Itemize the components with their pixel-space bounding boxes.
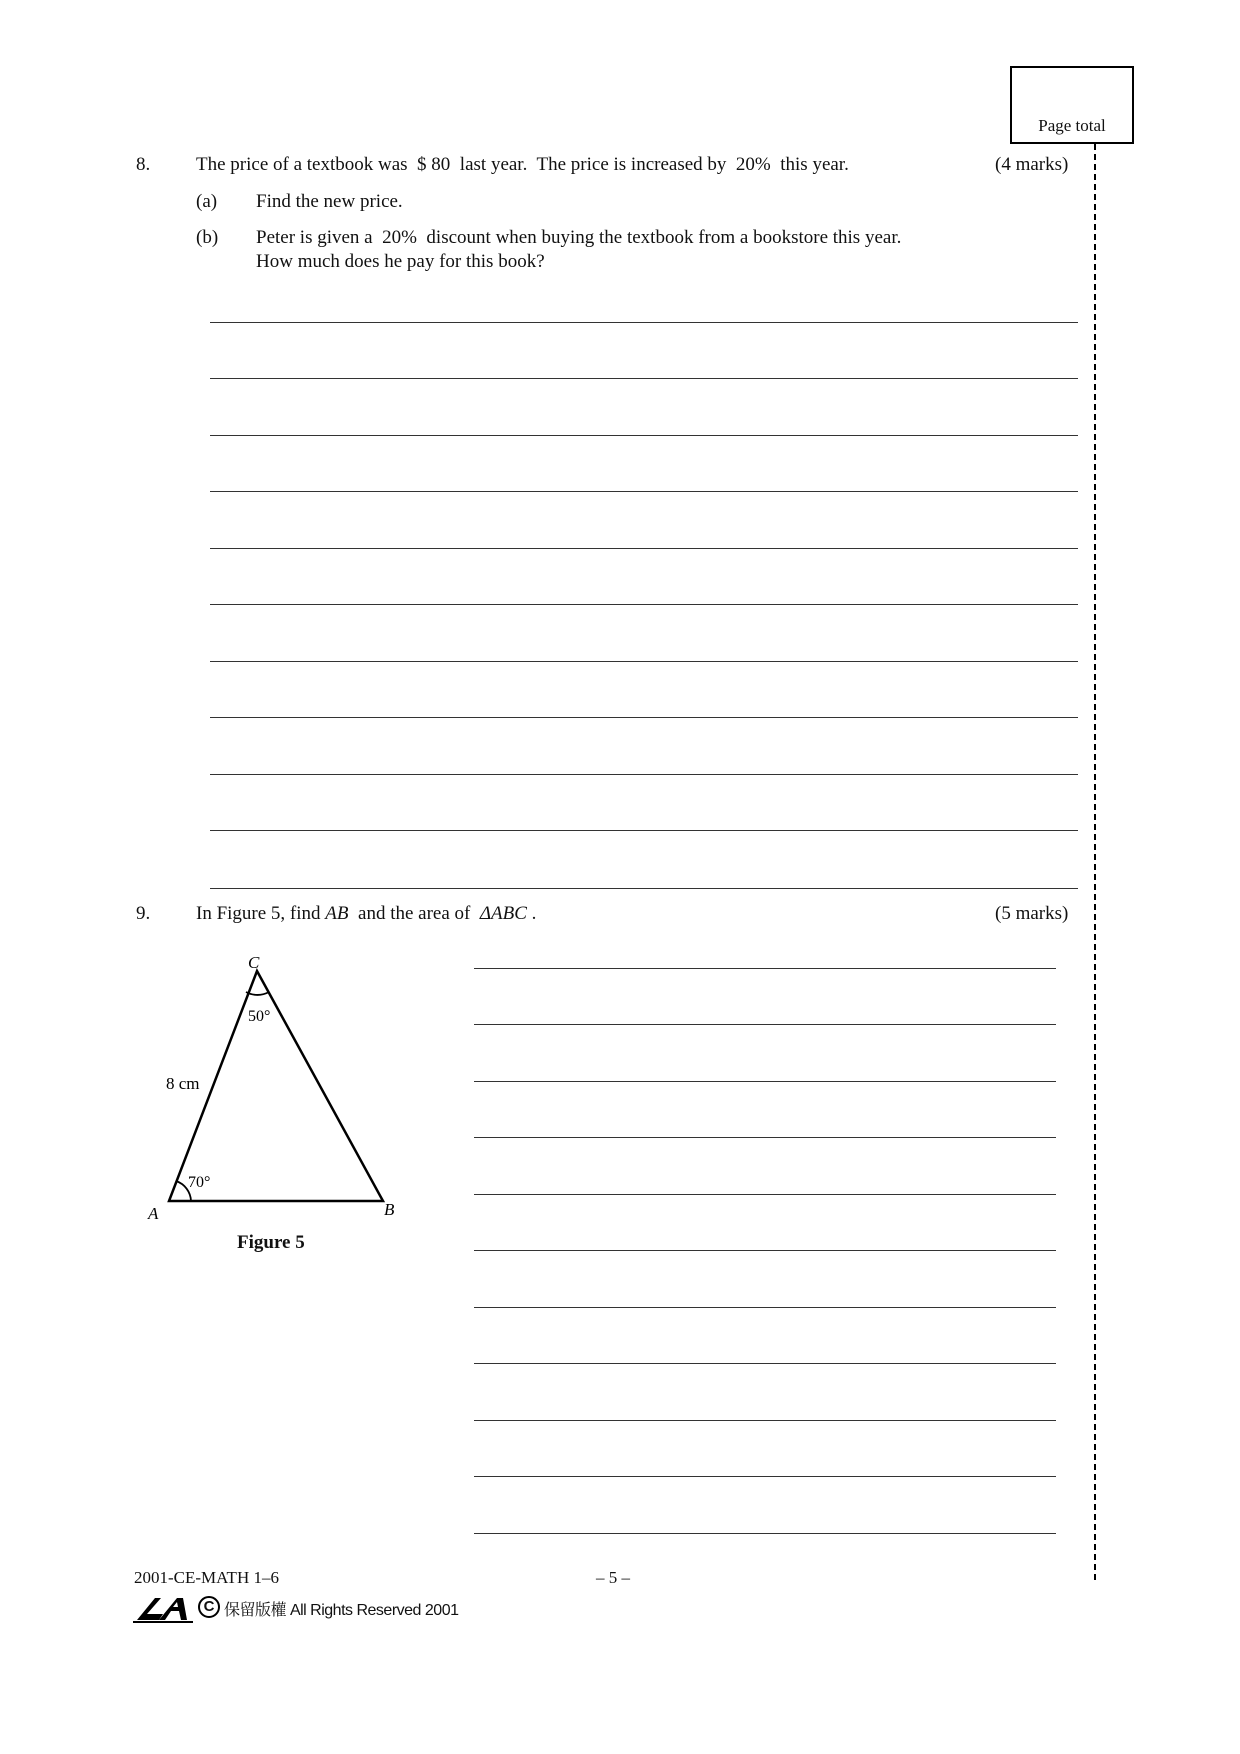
angle-a-label: 70° [188, 1174, 211, 1191]
q8-stem: The price of a textbook was $ 80 last year. The price is increased by 20% this year. [196, 154, 849, 175]
answer-line[interactable] [210, 491, 1078, 492]
answer-line[interactable] [474, 1533, 1056, 1534]
page-total-label: Page total [1038, 116, 1106, 135]
q9-stem-ab: AB [325, 903, 349, 924]
answer-line[interactable] [210, 548, 1078, 549]
q8-marks: (4 marks) [995, 154, 1069, 175]
footer-exam-code: 2001-CE-MATH 1–6 [134, 1568, 279, 1587]
answer-line[interactable] [210, 604, 1078, 605]
copyright-symbol-icon: C [198, 1596, 220, 1618]
margin-dashed-line [1094, 144, 1096, 1580]
q8-part-b-label: (b) [196, 227, 219, 248]
page-total-box [1010, 66, 1134, 144]
q9-stem-middle: and the area of [348, 903, 480, 924]
answer-line[interactable] [474, 968, 1056, 969]
q9-number: 9. [136, 903, 151, 924]
footer-copyright: 保留版權 All Rights Reserved 2001 [224, 1602, 459, 1619]
answer-line[interactable] [474, 1307, 1056, 1308]
q8-part-b-line1: Peter is given a 20% discount when buying the textbook from a bookstore this year. [256, 227, 902, 248]
answer-line[interactable] [210, 717, 1078, 718]
answer-line[interactable] [474, 1363, 1056, 1364]
footer-page-number: – 5 – [596, 1568, 630, 1587]
q9-stem [196, 903, 536, 925]
vertex-a-label: A [148, 1204, 159, 1223]
q8-part-a-label: (a) [196, 191, 218, 212]
q8-number: 8. [136, 154, 151, 175]
q9-stem-triangle: ΔABC [479, 903, 527, 924]
answer-line[interactable] [474, 1420, 1056, 1421]
answer-line[interactable] [210, 888, 1078, 889]
answer-line[interactable] [474, 1476, 1056, 1477]
answer-line[interactable] [210, 774, 1078, 775]
q9-stem-suffix: . [526, 903, 537, 924]
triangle-abc [169, 971, 383, 1201]
answer-line[interactable] [210, 322, 1078, 323]
answer-line[interactable] [210, 435, 1078, 436]
angle-c-label: 50° [248, 1008, 271, 1025]
side-ac-label: 8 cm [166, 1074, 200, 1093]
answer-line[interactable] [210, 830, 1078, 831]
figure-5-triangle [140, 950, 420, 1230]
vertex-c-label: C [248, 953, 260, 972]
q9-marks: (5 marks) [995, 903, 1069, 924]
answer-line[interactable] [474, 1081, 1056, 1082]
q8-part-a-text: Find the new price. [256, 191, 403, 212]
hkeaa-logo-icon [133, 1594, 195, 1624]
answer-line[interactable] [474, 1250, 1056, 1251]
answer-line[interactable] [474, 1024, 1056, 1025]
vertex-b-label: B [384, 1200, 395, 1219]
answer-line[interactable] [210, 378, 1078, 379]
q8-part-b-line2: How much does he pay for this book? [256, 251, 545, 272]
q9-stem-prefix: In Figure 5, find [196, 903, 326, 924]
answer-line[interactable] [474, 1137, 1056, 1138]
figure-caption: Figure 5 [237, 1232, 305, 1253]
answer-line[interactable] [210, 661, 1078, 662]
answer-line[interactable] [474, 1194, 1056, 1195]
